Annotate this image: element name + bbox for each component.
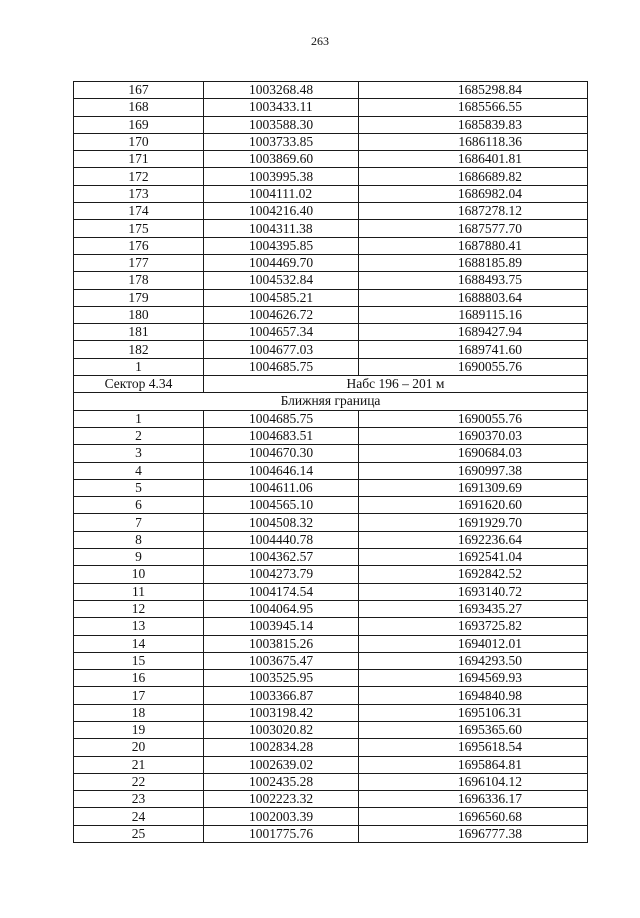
table-row [74,756,588,773]
point-number-cell: 177 [74,254,204,271]
y-coordinate-cell: 1694569.93 [359,670,588,687]
y-coordinate-cell: 1696336.17 [359,791,588,808]
x-coordinate-cell: 1002003.39 [204,808,359,825]
x-coordinate-cell: 1004565.10 [204,497,359,514]
y-coordinate-cell: 1693725.82 [359,618,588,635]
y-coordinate-cell: 1692236.64 [359,531,588,548]
y-coordinate-cell: 1693435.27 [359,600,588,617]
y-coordinate-cell: 1687278.12 [359,203,588,220]
y-coordinate-cell: 1695618.54 [359,739,588,756]
table-row [74,808,588,825]
y-coordinate-cell: 1686982.04 [359,185,588,202]
table-row [74,773,588,790]
point-number-cell: 19 [74,721,204,738]
y-coordinate-cell: 1687880.41 [359,237,588,254]
point-number-cell: 168 [74,99,204,116]
point-number-cell: 10 [74,566,204,583]
point-number-cell: 173 [74,185,204,202]
point-number-cell: 20 [74,739,204,756]
x-coordinate-cell: 1004657.34 [204,324,359,341]
y-coordinate-cell: 1685839.83 [359,116,588,133]
point-number-cell: 5 [74,479,204,496]
y-coordinate-cell: 1696104.12 [359,773,588,790]
table-row [74,497,588,514]
table-row [74,825,588,842]
point-number-cell: 178 [74,272,204,289]
y-coordinate-cell: 1690370.03 [359,427,588,444]
y-coordinate-cell: 1687577.70 [359,220,588,237]
x-coordinate-cell: 1003675.47 [204,652,359,669]
table-row [74,427,588,444]
x-coordinate-cell: 1003815.26 [204,635,359,652]
y-coordinate-cell: 1686401.81 [359,151,588,168]
sector-label: Сектор 4.34 [74,376,204,393]
table-row [74,445,588,462]
y-coordinate-cell: 1692842.52 [359,566,588,583]
table-row [74,341,588,358]
table-row [74,306,588,323]
x-coordinate-cell: 1003525.95 [204,670,359,687]
x-coordinate-cell: 1004111.02 [204,185,359,202]
point-number-cell: 9 [74,549,204,566]
y-coordinate-cell: 1691929.70 [359,514,588,531]
point-number-cell: 16 [74,670,204,687]
table-row [74,99,588,116]
point-number-cell: 23 [74,791,204,808]
x-coordinate-cell: 1002223.32 [204,791,359,808]
y-coordinate-cell: 1686689.82 [359,168,588,185]
x-coordinate-cell: 1004585.21 [204,289,359,306]
point-number-cell: 13 [74,618,204,635]
point-number-cell: 24 [74,808,204,825]
x-coordinate-cell: 1003366.87 [204,687,359,704]
x-coordinate-cell: 1003733.85 [204,133,359,150]
x-coordinate-cell: 1003198.42 [204,704,359,721]
table-row [74,549,588,566]
x-coordinate-cell: 1003995.38 [204,168,359,185]
table-body-bottom [74,410,588,842]
x-coordinate-cell: 1003945.14 [204,618,359,635]
point-number-cell: 4 [74,462,204,479]
x-coordinate-cell: 1003433.11 [204,99,359,116]
y-coordinate-cell: 1695106.31 [359,704,588,721]
point-number-cell: 169 [74,116,204,133]
y-coordinate-cell: 1688493.75 [359,272,588,289]
x-coordinate-cell: 1003869.60 [204,151,359,168]
table-row [74,289,588,306]
table-row [74,203,588,220]
y-coordinate-cell: 1694840.98 [359,687,588,704]
point-number-cell: 182 [74,341,204,358]
x-coordinate-cell: 1003588.30 [204,116,359,133]
x-coordinate-cell: 1004216.40 [204,203,359,220]
y-coordinate-cell: 1693140.72 [359,583,588,600]
table-row [74,687,588,704]
point-number-cell: 180 [74,306,204,323]
x-coordinate-cell: 1004174.54 [204,583,359,600]
point-number-cell: 171 [74,151,204,168]
x-coordinate-cell: 1003020.82 [204,721,359,738]
y-coordinate-cell: 1688185.89 [359,254,588,271]
table-row [74,531,588,548]
y-coordinate-cell: 1696560.68 [359,808,588,825]
point-number-cell: 14 [74,635,204,652]
table-row [74,479,588,496]
y-coordinate-cell: 1696777.38 [359,825,588,842]
sector-height-range: Набс 196 – 201 м [204,376,588,393]
table-row [74,618,588,635]
point-number-cell: 18 [74,704,204,721]
y-coordinate-cell: 1692541.04 [359,549,588,566]
table-row [74,670,588,687]
y-coordinate-cell: 1690055.76 [359,410,588,427]
point-number-cell: 7 [74,514,204,531]
y-coordinate-cell: 1685298.84 [359,82,588,99]
table-row [74,168,588,185]
x-coordinate-cell: 1002639.02 [204,756,359,773]
y-coordinate-cell: 1691309.69 [359,479,588,496]
x-coordinate-cell: 1004532.84 [204,272,359,289]
x-coordinate-cell: 1004683.51 [204,427,359,444]
y-coordinate-cell: 1689741.60 [359,341,588,358]
x-coordinate-cell: 1004508.32 [204,514,359,531]
point-number-cell: 12 [74,600,204,617]
y-coordinate-cell: 1690055.76 [359,358,588,375]
table-row [74,739,588,756]
point-number-cell: 3 [74,445,204,462]
x-coordinate-cell: 1004685.75 [204,410,359,427]
y-coordinate-cell: 1686118.36 [359,133,588,150]
x-coordinate-cell: 1004685.75 [204,358,359,375]
point-number-cell: 1 [74,410,204,427]
y-coordinate-cell: 1689115.16 [359,306,588,323]
point-number-cell: 22 [74,773,204,790]
y-coordinate-cell: 1690684.03 [359,445,588,462]
table-row [74,254,588,271]
y-coordinate-cell: 1694012.01 [359,635,588,652]
y-coordinate-cell: 1688803.64 [359,289,588,306]
x-coordinate-cell: 1004064.95 [204,600,359,617]
point-number-cell: 170 [74,133,204,150]
x-coordinate-cell: 1002834.28 [204,739,359,756]
x-coordinate-cell: 1004273.79 [204,566,359,583]
y-coordinate-cell: 1685566.55 [359,99,588,116]
table-row [74,566,588,583]
x-coordinate-cell: 1003268.48 [204,82,359,99]
table-row [74,514,588,531]
y-coordinate-cell: 1695365.60 [359,721,588,738]
y-coordinate-cell: 1689427.94 [359,324,588,341]
point-number-cell: 174 [74,203,204,220]
point-number-cell: 11 [74,583,204,600]
table-body-top [74,82,588,376]
table-row [74,583,588,600]
x-coordinate-cell: 1004670.30 [204,445,359,462]
page-number: 263 [311,34,329,48]
x-coordinate-cell: 1004311.38 [204,220,359,237]
x-coordinate-cell: 1004626.72 [204,306,359,323]
table-row [74,116,588,133]
boundary-row [74,393,588,410]
point-number-cell: 1 [74,358,204,375]
table-row [74,635,588,652]
point-number-cell: 175 [74,220,204,237]
boundary-label: Ближняя граница [74,393,588,410]
point-number-cell: 2 [74,427,204,444]
table-row [74,600,588,617]
table-row [74,791,588,808]
point-number-cell: 179 [74,289,204,306]
x-coordinate-cell: 1004469.70 [204,254,359,271]
point-number-cell: 15 [74,652,204,669]
table-row [74,185,588,202]
y-coordinate-cell: 1691620.60 [359,497,588,514]
table-row [74,237,588,254]
table-row [74,324,588,341]
x-coordinate-cell: 1004440.78 [204,531,359,548]
sector-row [74,376,588,393]
y-coordinate-cell: 1694293.50 [359,652,588,669]
y-coordinate-cell: 1695864.81 [359,756,588,773]
table-row [74,721,588,738]
point-number-cell: 8 [74,531,204,548]
point-number-cell: 176 [74,237,204,254]
table-row [74,704,588,721]
point-number-cell: 21 [74,756,204,773]
x-coordinate-cell: 1001775.76 [204,825,359,842]
coordinates-table [73,81,588,843]
point-number-cell: 25 [74,825,204,842]
point-number-cell: 172 [74,168,204,185]
table-row [74,358,588,375]
x-coordinate-cell: 1004646.14 [204,462,359,479]
y-coordinate-cell: 1690997.38 [359,462,588,479]
x-coordinate-cell: 1004611.06 [204,479,359,496]
table-row [74,151,588,168]
x-coordinate-cell: 1004362.57 [204,549,359,566]
table-row [74,82,588,99]
x-coordinate-cell: 1004677.03 [204,341,359,358]
point-number-cell: 17 [74,687,204,704]
x-coordinate-cell: 1004395.85 [204,237,359,254]
table-row [74,220,588,237]
table-row [74,272,588,289]
point-number-cell: 181 [74,324,204,341]
table-body-sector [74,376,588,411]
table-row [74,133,588,150]
table-row [74,462,588,479]
point-number-cell: 167 [74,82,204,99]
table-row [74,410,588,427]
table-row [74,652,588,669]
x-coordinate-cell: 1002435.28 [204,773,359,790]
point-number-cell: 6 [74,497,204,514]
